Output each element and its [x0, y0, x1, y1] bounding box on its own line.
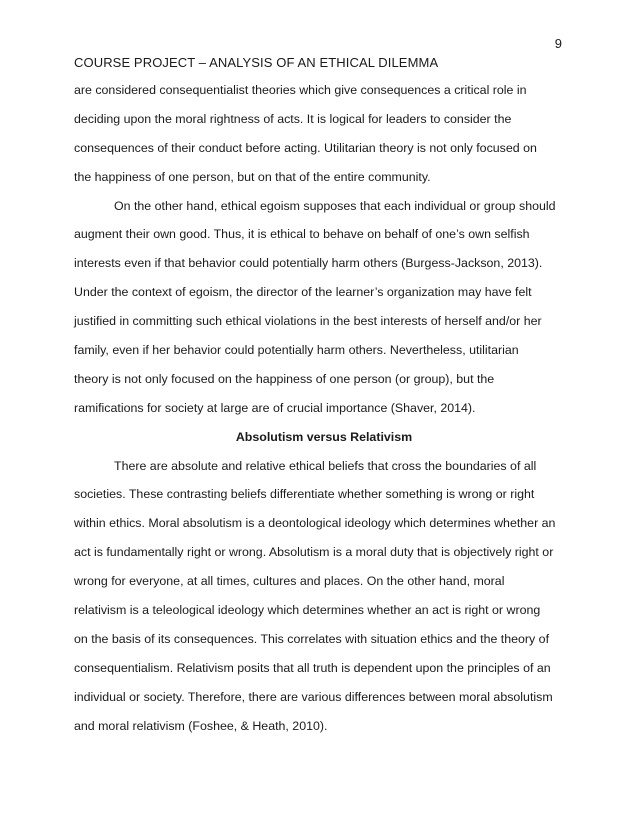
- text-line: augment their own good. Thus, it is ethical to behave on behalf of one’s own selfish: [74, 227, 530, 242]
- text-line: wrong for everyone, at all times, cultures and places. On the other hand, moral: [74, 574, 505, 589]
- text-line: individual or society. Therefore, there are various differences between moral absolutism: [74, 689, 553, 704]
- text-line: justified in committing such ethical violations in the best interests of herself and/or her: [74, 314, 542, 329]
- running-head: COURSE PROJECT – ANALYSIS OF AN ETHICAL DILEMMA: [74, 55, 439, 70]
- text-line: relativism is a teleological ideology which determines whether an act is right or wrong: [74, 603, 541, 618]
- text-line: and moral relativism (Foshee, & Heath, 2010).: [74, 718, 328, 733]
- text-line: Under the context of egoism, the director of the learner’s organization may have felt: [74, 285, 532, 300]
- text-line: within ethics. Moral absolutism is a deontological ideology which determines whether an: [74, 516, 556, 531]
- section-heading: Absolutism versus Relativism: [235, 429, 413, 444]
- text-line: act is fundamentally right or wrong. Absolutism is a moral duty that is objectively right or: [74, 545, 554, 560]
- text-line: deciding upon the moral rightness of acts. It is logical for leaders to consider the: [74, 111, 512, 126]
- document-body: [74, 76, 574, 740]
- text-line: societies. These contrasting beliefs differentiate whether something is wrong or right: [74, 487, 535, 502]
- text-line: There are absolute and relative ethical beliefs that cross the boundaries of all: [114, 458, 537, 473]
- text-line: the happiness of one person, but on that of the entire community.: [74, 169, 431, 184]
- text-line: On the other hand, ethical egoism supposes that each individual or group should: [114, 198, 556, 213]
- text-line: are considered consequentialist theories which give consequences a critical role in: [74, 83, 527, 97]
- text-line: family, even if her behavior could potentially harm others. Nevertheless, utilitarian: [74, 343, 519, 358]
- text-line: theory is not only focused on the happiness of one person (or group), but the: [74, 371, 495, 386]
- page-number: 9: [554, 36, 562, 51]
- text-line: consequences of their conduct before acting. Utilitarian theory is not only focused on: [74, 140, 537, 155]
- text-line: consequentialism. Relativism posits that all truth is dependent upon the principles of an: [74, 660, 551, 675]
- text-line: ramifications for society at large are of crucial importance (Shaver, 2014).: [74, 400, 476, 415]
- text-line: on the basis of its consequences. This correlates with situation ethics and the theory of: [74, 631, 550, 646]
- text-line: interests even if that behavior could potentially harm others (Burgess-Jackson, 2013).: [74, 256, 543, 271]
